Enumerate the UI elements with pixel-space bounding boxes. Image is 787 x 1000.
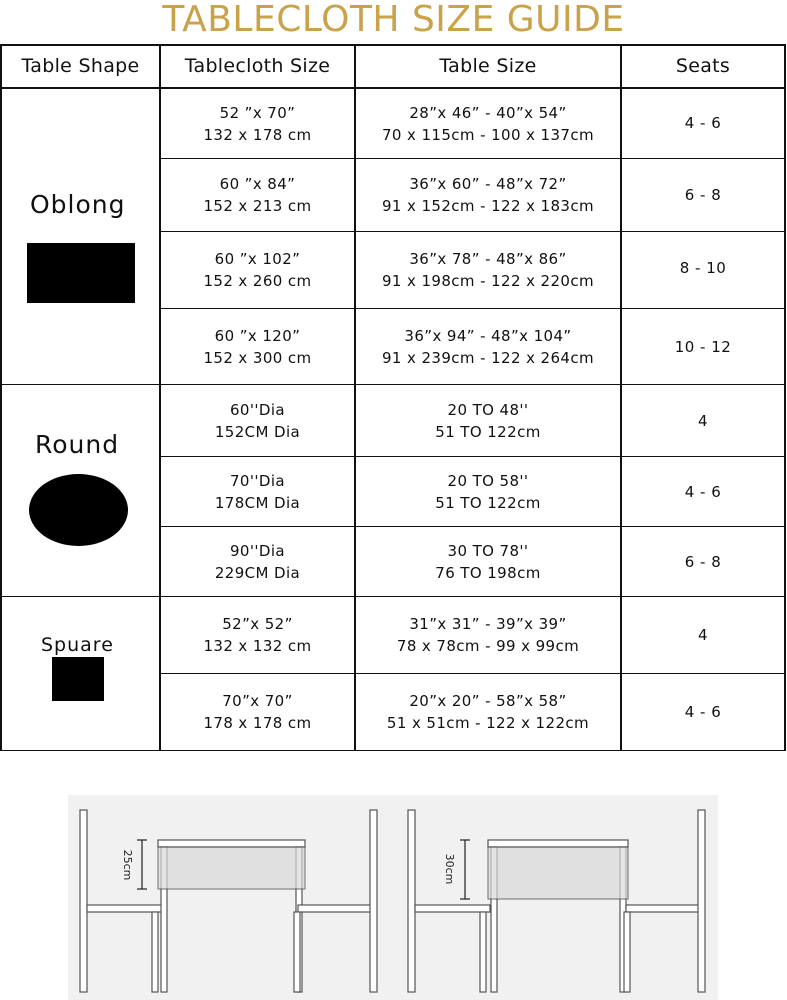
table-row bbox=[356, 159, 620, 231]
tablecloth-size-cm: 152CM Dia bbox=[214, 422, 301, 441]
table-size-cm: 51 TO 122cm bbox=[435, 422, 541, 441]
table-row bbox=[356, 89, 620, 158]
table-row bbox=[356, 309, 620, 384]
table-size-inches: 20 TO 58'' bbox=[447, 471, 529, 490]
seats-value: 10 - 12 bbox=[674, 337, 732, 356]
table-size-inches: 30 TO 78'' bbox=[447, 541, 529, 560]
table-size-inches: 20 TO 48'' bbox=[447, 400, 529, 419]
drop-label-right: 30cm bbox=[443, 853, 456, 885]
table-size-inches: 31”x 31” - 39”x 39” bbox=[409, 615, 567, 633]
seats-value: 4 - 6 bbox=[684, 113, 722, 132]
seats-value: 4 - 6 bbox=[684, 703, 722, 721]
seats-value: 4 bbox=[697, 411, 709, 430]
tablecloth-size-inches: 90''Dia bbox=[229, 541, 286, 560]
seats-value: 6 - 8 bbox=[684, 552, 722, 571]
table-size-inches: 28”x 46” - 40”x 54” bbox=[409, 103, 567, 122]
table-row bbox=[161, 385, 354, 456]
tablecloth-size-cm: 229CM Dia bbox=[214, 563, 301, 582]
table-size-inches: 36”x 78” - 48”x 86” bbox=[409, 250, 567, 268]
tablecloth-size-cm: 178 x 178 cm bbox=[203, 714, 312, 732]
page-title: TABLECLOTH SIZE GUIDE bbox=[162, 0, 625, 40]
table-size-inches: 20”x 20” - 58”x 58” bbox=[409, 692, 567, 710]
seats-value: 6 - 8 bbox=[684, 186, 722, 204]
seats-value: 4 - 6 bbox=[684, 482, 722, 501]
table-size-inches: 36”x 94” - 48”x 104” bbox=[404, 326, 572, 345]
table-row bbox=[356, 597, 620, 673]
table-size-cm: 70 x 115cm - 100 x 137cm bbox=[381, 125, 595, 144]
tablecloth-drop-diagram bbox=[68, 795, 718, 1000]
column-divider bbox=[784, 44, 786, 751]
header-seats: Seats bbox=[675, 55, 731, 77]
tablecloth-size-cm: 152 x 213 cm bbox=[203, 197, 312, 215]
tablecloth-size-inches: 60''Dia bbox=[229, 400, 286, 419]
table-row bbox=[161, 89, 354, 158]
tablecloth-size-cm: 152 x 260 cm bbox=[203, 272, 312, 290]
table-size-cm: 51 TO 122cm bbox=[435, 493, 541, 512]
table-size-cm: 91 x 198cm - 122 x 220cm bbox=[381, 272, 595, 290]
table-row bbox=[161, 597, 354, 673]
seats-value: 8 - 10 bbox=[679, 259, 727, 277]
shape-label-round: Round bbox=[35, 430, 120, 459]
tablecloth-size-inches: 70''Dia bbox=[229, 471, 286, 490]
tablecloth-size-inches: 60 ”x 84” bbox=[219, 175, 296, 193]
table-border-bottom bbox=[0, 750, 786, 751]
header-table-size: Table Size bbox=[439, 55, 537, 77]
table-size-cm: 51 x 51cm - 122 x 122cm bbox=[386, 714, 590, 732]
header-table-shape: Table Shape bbox=[21, 55, 140, 77]
shape-label-square: Spuare bbox=[41, 634, 114, 656]
tablecloth-size-cm: 132 x 132 cm bbox=[203, 637, 312, 655]
table-row bbox=[161, 674, 354, 750]
table-row bbox=[356, 527, 620, 596]
table-row bbox=[356, 232, 620, 308]
tablecloth-size-cm: 152 x 300 cm bbox=[203, 348, 312, 367]
table-row bbox=[161, 309, 354, 384]
table-row bbox=[356, 674, 620, 750]
header-tablecloth-size: Tablecloth Size bbox=[184, 55, 331, 77]
tablecloth-size-cm: 132 x 178 cm bbox=[203, 125, 312, 144]
table-size-cm: 91 x 152cm - 122 x 183cm bbox=[381, 197, 595, 215]
column-divider bbox=[0, 44, 2, 751]
tablecloth-size-inches: 52”x 52” bbox=[222, 615, 293, 633]
round-shape-icon bbox=[29, 474, 128, 546]
table-row bbox=[161, 232, 354, 308]
table-size-cm: 91 x 239cm - 122 x 264cm bbox=[381, 348, 595, 367]
tablecloth-size-inches: 60 ”x 120” bbox=[214, 326, 301, 345]
table-row bbox=[161, 527, 354, 596]
drop-label-left: 25cm bbox=[121, 849, 134, 881]
table-row bbox=[356, 457, 620, 526]
table-size-cm: 78 x 78cm - 99 x 99cm bbox=[396, 637, 580, 655]
seats-value: 4 bbox=[697, 626, 709, 644]
shape-label-oblong: Oblong bbox=[30, 190, 126, 219]
square-shape-icon bbox=[52, 657, 104, 701]
tablecloth-size-inches: 70”x 70” bbox=[222, 692, 293, 710]
table-row bbox=[161, 457, 354, 526]
table-size-cm: 76 TO 198cm bbox=[435, 563, 541, 582]
tablecloth-size-cm: 178CM Dia bbox=[214, 493, 301, 512]
table-size-inches: 36”x 60” - 48”x 72” bbox=[409, 175, 567, 193]
table-row bbox=[161, 159, 354, 231]
table-row bbox=[356, 385, 620, 456]
tablecloth-size-inches: 52 ”x 70” bbox=[219, 103, 296, 122]
oblong-shape-icon bbox=[27, 243, 135, 303]
tablecloth-size-inches: 60 ”x 102” bbox=[214, 250, 301, 268]
